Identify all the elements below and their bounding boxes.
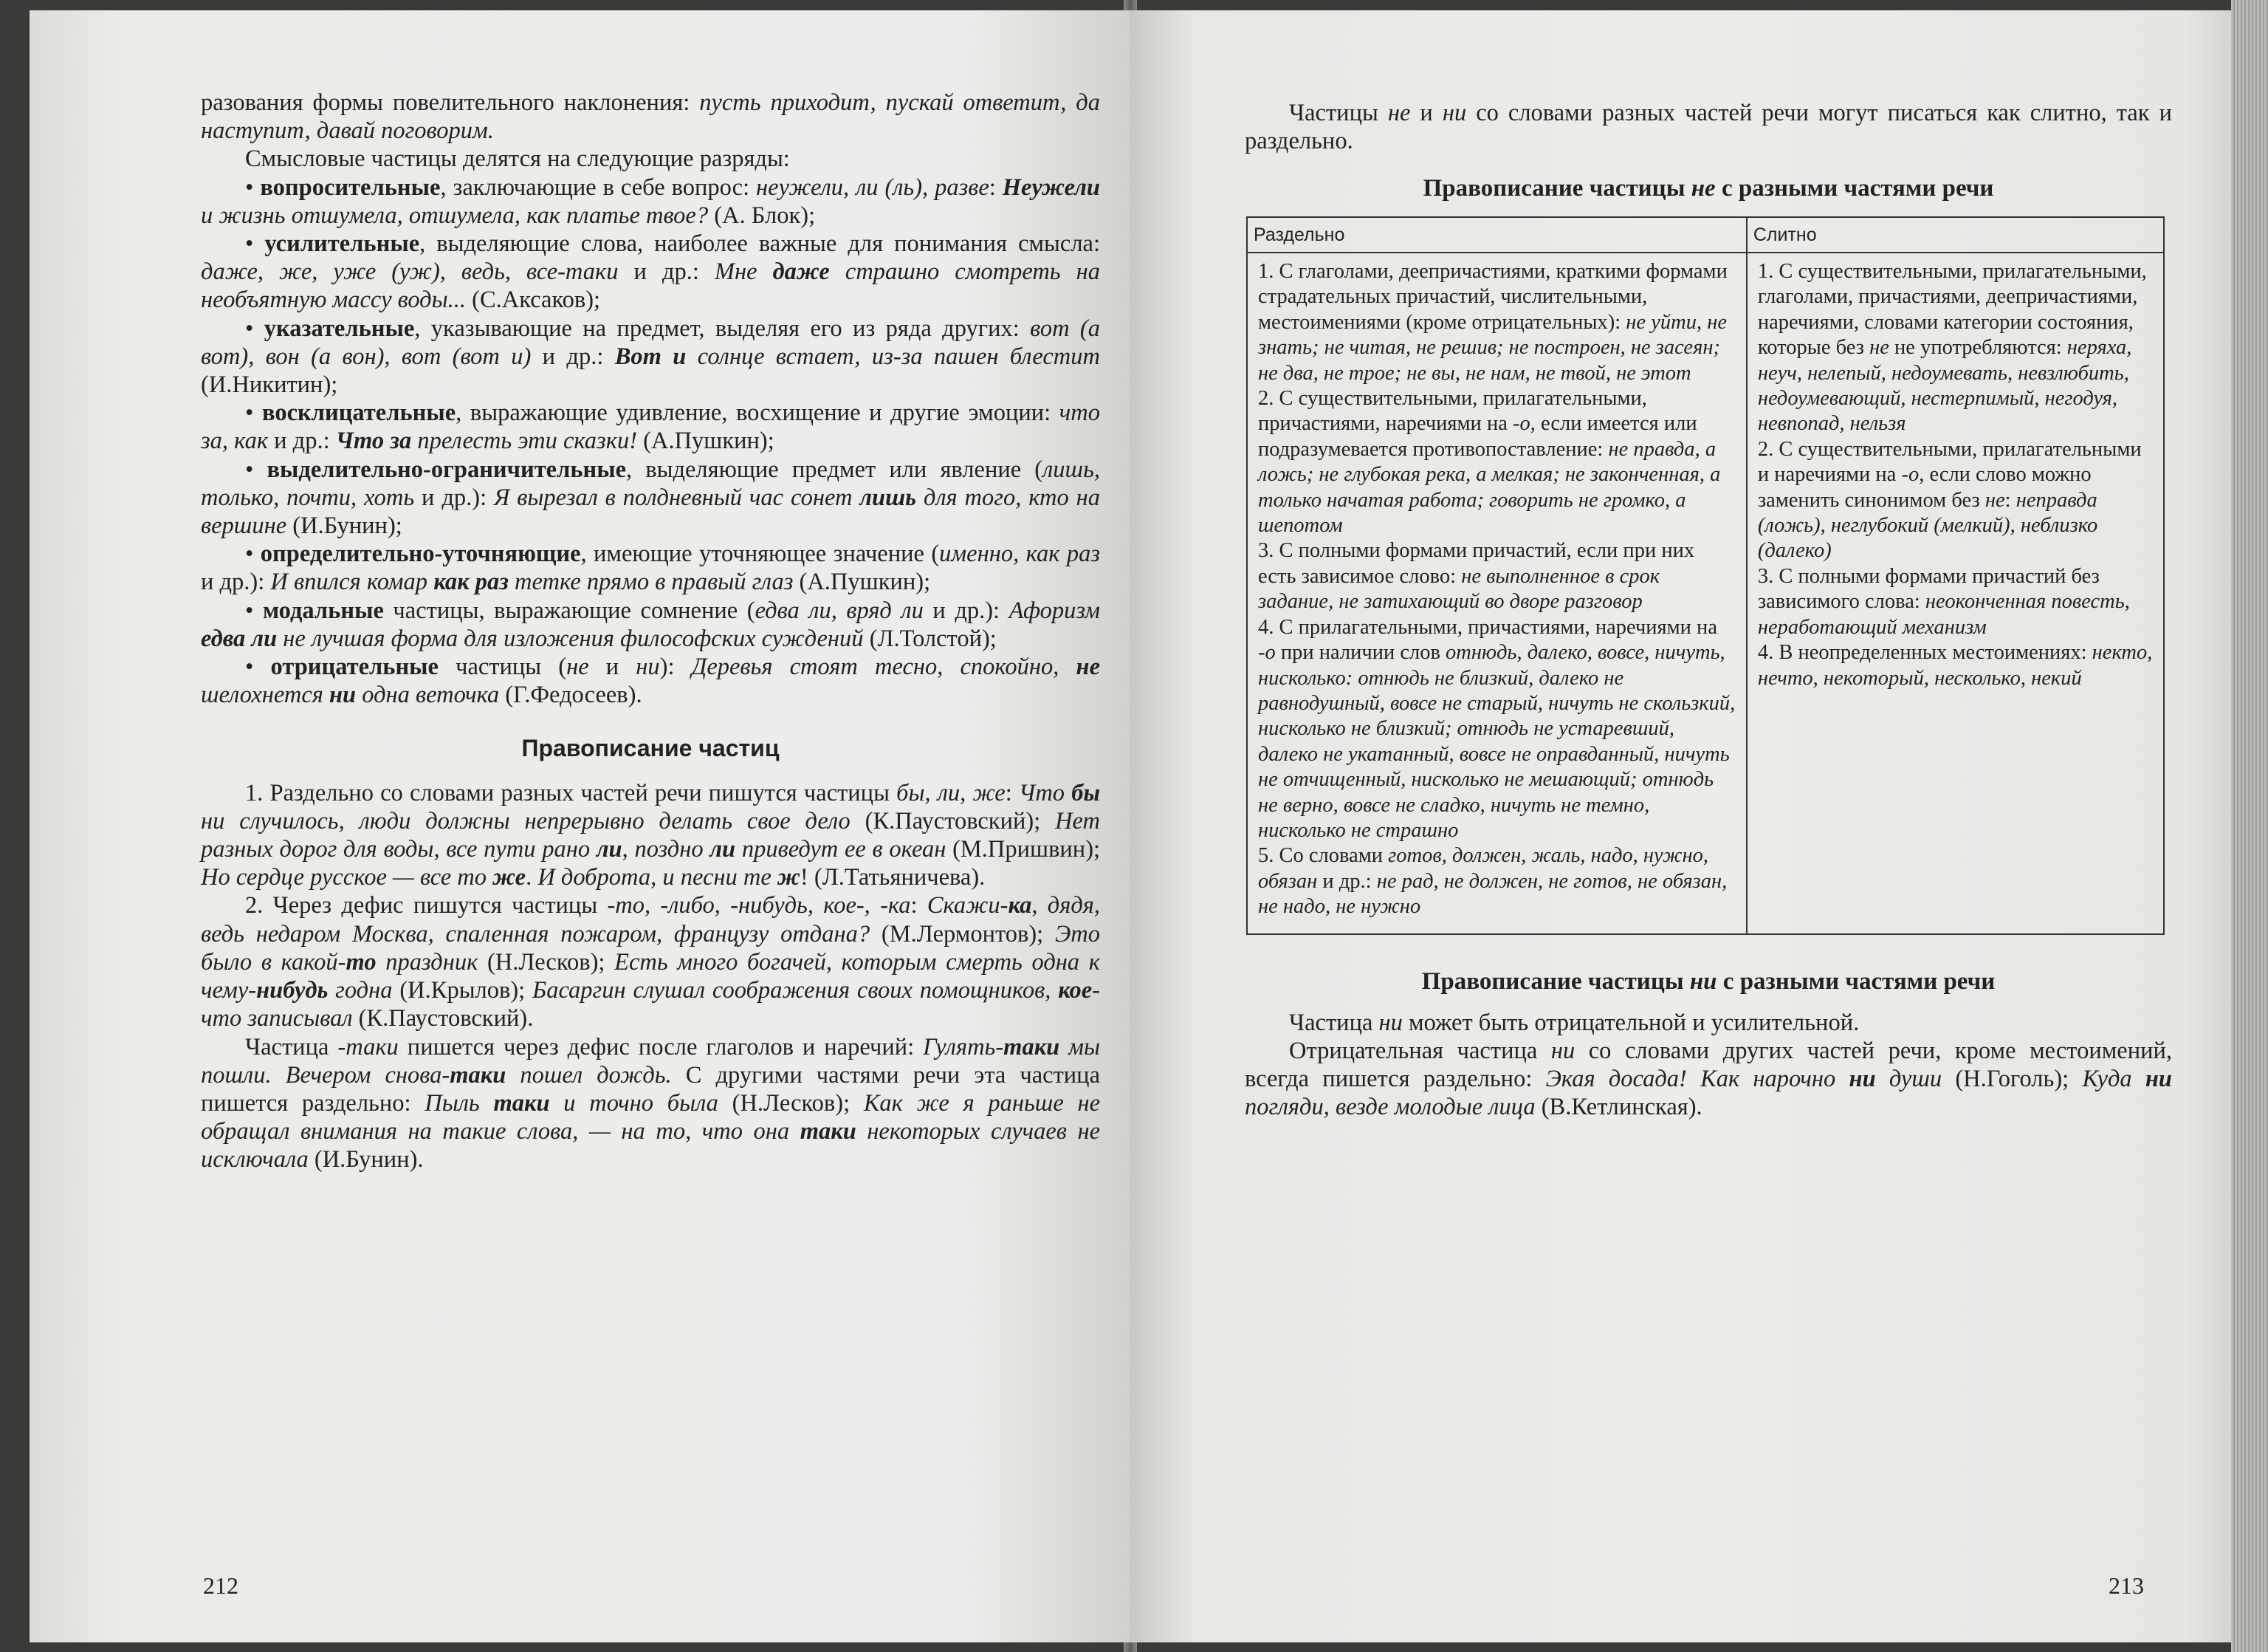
section-heading: Правописание частиц <box>521 735 780 762</box>
paragraph: Частица ни может быть отрицательной и усилительной. <box>1289 1009 1860 1036</box>
rule-item: 3. С полными формами причастий, если при них есть зависимое слово: не выполненное в срок задание, не затихающий во дворе разговор <box>1258 539 1695 614</box>
page-number: 213 <box>2109 1572 2144 1599</box>
rule-item: 1. С существительными, прилагательными, глаголами, причастиями, деепричастиями, наречиями, словами категории состояния, которые без не не употребляются: неряха, неуч, нелепый, недоумевать, невзлюбить, недоумевающий, нестерпимый, негодуя, невпопад, нельзя <box>1757 260 2147 436</box>
section-heading-ne: Правописание частицы не с разными частями речи <box>1423 175 1994 202</box>
rule-paragraph: Частица -таки пишется через дефис после глаголов и наречий: Гулять-таки мы пошли. Вечером снова-таки пошел дождь. С другими частями речи эта частица пишется раздельно: Пыль таки и точно была (Н.Лесков); Как же я раньше не обращал внимания на такие слова, — на то, что она таки некоторых случаев не исключала (И.Бунин). <box>201 1033 1101 1173</box>
column-header-together: Слитно <box>1747 217 2164 253</box>
paragraph: разования формы повелительного наклонения: пусть приходит, пускай ответит, да наступит, давай поговорим. <box>201 89 1100 145</box>
list-item: • определительно-уточняющие, имеющие уточняющее значение (именно, как раз и др.): И впился комар как раз тетке прямо в правый глаз (А.Пушкин); <box>201 541 1100 596</box>
rule-item: 3. С полными формами причастий без зависимого слова: неоконченная повесть, неработающий механизм <box>1757 564 2130 639</box>
rule-item: 4. С прилагательными, причастиями, наречиями на -о при наличии слов отнюдь, далеко, вовсе, ничуть, нисколько: отнюдь не близкий, далеко не равнодушный, вовсе не старый, ничуть не скользкий, нисколько не близкий; отнюдь не устаревший, далеко не укатанный, вовсе не оправданный, ничуть не отчищенный, нисколько не мешающий; отнюдь не верно, вовсе не сладко, ничуть не темно, нисколько не страшно <box>1258 615 1736 842</box>
table-row <box>1247 253 2164 934</box>
rule-paragraph: 1. Раздельно со словами разных частей речи пишутся частицы бы, ли, же: Что бы ни случилось, люди должны непрерывно делать свое дело (К.Паустовский); Нет разных дорог для воды, все пути рано ли, поздно ли приведут ее в океан (М.Пришвин); Но сердце русское — все то же. И доброта, и песни те ж! (Л.Татьяничева). <box>201 779 1101 891</box>
list-item: • указательные, указывающие на предмет, выделяя его из ряда других: вот (а вот), вон (а вон), вот (вот и) и др.: Вот и солнце встает, из-за пашен блестит (И.Никитин); <box>201 315 1100 399</box>
rule-paragraph: 2. Через дефис пишутся частицы -то, -либо, -нибудь, кое-, -ка: Скажи-ка, дядя, ведь недаром Москва, спаленная пожаром, французу отдана? (М.Лермонтов); Это было в какой-то праздник (Н.Лесков); Есть много богачей, которым смерть одна к чему-нибудь годна (И.Крылов); Басаргин слушал соображения своих помощников, кое-что записывал (К.Паустовский). <box>201 892 1101 1032</box>
intro-paragraph: Частицы не и ни со словами разных частей речи могут писаться как слитно, так и раздельно. <box>1245 100 2172 155</box>
rule-item: 4. В неопределенных местоимениях: некто, нечто, некоторый, несколько, некий <box>1757 641 2153 690</box>
list-item: • отрицательные частицы (не и ни): Деревья стоят тесно, спокойно, не шелохнется ни одна веточка (Г.Федосеев). <box>201 654 1101 709</box>
section-heading-ni: Правописание частицы ни с разными частями речи <box>1421 967 1996 995</box>
list-item: • модальные частицы, выражающие сомнение (едва ли, вряд ли и др.): Афоризм едва ли не лучшая форма для изложения философских суждений (Л.Толстой); <box>201 597 1101 652</box>
rule-item: 2. С существительными, прилагательными и наречиями на -о, если слово можно заменить синонимом без не: неправда (ложь), неглубокий (мелкий), неблизко (далеко) <box>1757 437 2142 563</box>
list-item: • восклицательные, выражающие удивление, восхищение и другие эмоции: что за, как и др.: Что за прелесть эти сказки! (А.Пушкин); <box>201 400 1100 455</box>
rule-item: 2. С существительными, прилагательными, причастиями, наречиями на -о, если имеется или подразумевается противопоставление: не правда, а ложь; не глубокая река, а мелкая; не законченная, а только начатая работа; говорить не громко, а шепотом <box>1258 387 1721 538</box>
page-number: 212 <box>203 1572 238 1599</box>
list-item: • вопросительные, заключающие в себе вопрос: неужели, ли (ль), разве: Неужели и жизнь отшумела, отшумела, как платье твое? (А. Блок); <box>201 174 1100 229</box>
paragraph: Отрицательная частица ни со словами других частей речи, кроме местоимений, всегда пишется раздельно: Экая досада! Как нарочно ни души (Н.Гоголь); Куда ни погляди, везде молодые лица (В.Кетлинская). <box>1245 1037 2173 1121</box>
table-cell-separate <box>1247 253 1747 934</box>
page-edges <box>2231 0 2268 1652</box>
table-cell-together <box>1747 253 2164 934</box>
rules-table <box>1246 216 2165 935</box>
paragraph: Смысловые частицы делятся на следующие разряды: <box>245 145 790 173</box>
list-item: • усилительные, выделяющие слова, наиболее важные для понимания смысла: даже, же, уже (уж), ведь, все-таки и др.: Мне даже страшно смотреть на необъятную массу воды... (С.Аксаков); <box>201 230 1100 314</box>
right-page <box>1130 10 2231 1642</box>
right-page-text <box>1245 99 2172 1122</box>
rule-item: 5. Со словами готов, должен, жаль, надо, нужно, обязан и др.: не рад, не должен, не готов, не обязан, не надо, не нужно <box>1258 844 1728 919</box>
left-page-text <box>201 89 1100 1174</box>
column-header-separate: Раздельно <box>1247 217 1747 253</box>
left-page <box>30 10 1130 1642</box>
list-item: • выделительно-ограничительные, выделяющие предмет или явление (лишь, только, почти, хоть и др.): Я вырезал в полдневный час сонет лишь для того, кто на вершине (И.Бунин); <box>201 456 1100 540</box>
table-header-row <box>1247 217 2164 253</box>
rule-item: 1. С глаголами, деепричастиями, краткими формами страдательных причастий, числительными, местоимениями (кроме отрицательных): не уйти, не знать; не читая, не решив; не построен, не засеян; не два, не трое; не вы, не нам, не твой, не этот <box>1258 260 1728 385</box>
